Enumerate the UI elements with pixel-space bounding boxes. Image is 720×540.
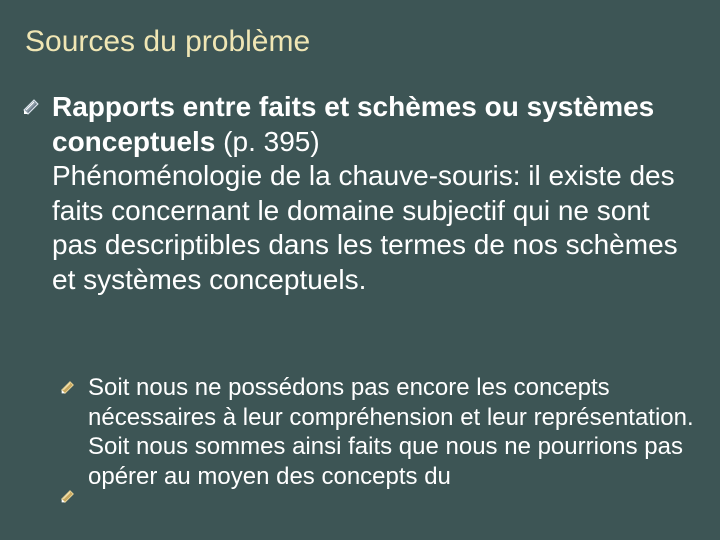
- sub-bullet-2: Soit nous sommes ainsi faits que nous ne pourrions pas opérer au moyen des concepts du: [88, 433, 683, 490]
- bullet-1: [52, 90, 692, 159]
- bullet-1-bold: Rapports entre faits et schèmes ou systèmes conceptuels: [52, 91, 655, 157]
- paragraph: Phénoménologie de la chauve-souris: il existe des faits concernant le domaine subjectif qui ne sont pas descriptibles dans les termes de nos schèmes et systèmes conceptuels.: [52, 160, 678, 295]
- main-bullet: [52, 90, 692, 297]
- bullet-1-ref: (p. 395): [215, 125, 320, 157]
- sub-bullets: [88, 373, 708, 491]
- bullet-icon: [22, 98, 40, 116]
- bullet-icon: [60, 380, 75, 395]
- sub-bullet-1: Soit nous ne possédons pas encore les concepts nécessaires à leur compréhension et leur représentation.: [88, 374, 694, 431]
- bullet-icon: [60, 489, 75, 504]
- slide-title: Sources du problème: [25, 25, 311, 58]
